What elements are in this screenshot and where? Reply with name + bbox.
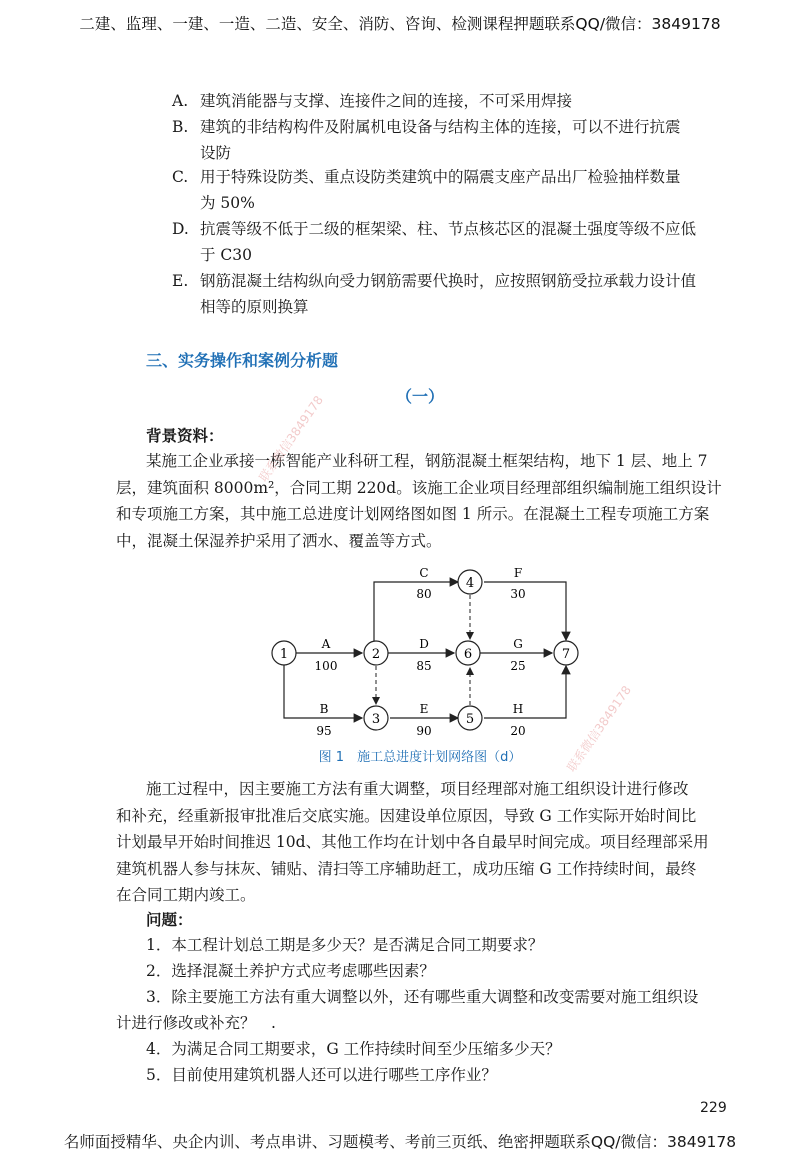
section-title: 三、实务操作和案例分析题	[146, 351, 339, 370]
node-label: 6	[463, 647, 473, 662]
activity-name-f: F	[513, 566, 523, 580]
option-label: A.	[172, 92, 189, 110]
node-4	[458, 570, 482, 594]
background-label: 背景资料：	[146, 427, 224, 445]
question-1: 1．本工程计划总工期是多少天？是否满足合同工期要求？	[146, 936, 544, 954]
node-label: 3	[371, 712, 381, 727]
activity-duration-g: 25	[510, 659, 526, 673]
activity-name-h: H	[512, 702, 524, 716]
node-5	[458, 706, 482, 730]
question-5: 5．目前使用建筑机器人还可以进行哪些工序作业？	[146, 1066, 497, 1084]
para-line: 计划最早开始时间推迟 10d、其他工作均在计划中各自最早时间完成。项目经理部采用	[116, 833, 709, 851]
activity-duration-e: 90	[416, 724, 432, 738]
option-text: 钢筋混凝土结构纵向受力钢筋需要代换时，应按照钢筋受拉承载力设计值	[200, 272, 697, 290]
option-text: 用于特殊设防类、重点设防类建筑中的隔震支座产品出厂检验抽样数量	[200, 168, 681, 186]
node-label: 7	[561, 647, 571, 662]
option-d	[172, 216, 752, 268]
option-b	[172, 114, 752, 166]
node-label: 5	[465, 712, 475, 727]
node-label: 2	[371, 647, 381, 662]
node-label: 4	[465, 576, 475, 591]
bottom-banner: 名师面授精华、央企内训、考点串讲、习题模考、考前三页纸、绝密押题联系QQ/微信：3849178	[63, 1133, 737, 1151]
arrow-h	[484, 666, 566, 718]
option-text-cont: 设防	[200, 144, 232, 162]
watermark: 联系微信3849178	[256, 393, 326, 485]
para-line: 和专项施工方案，其中施工总进度计划网络图如图 1 所示。在混凝土工程专项施工方案	[116, 505, 710, 523]
node-7	[554, 641, 578, 665]
para-line: 层，建筑面积 8000m²，合同工期 220d。该施工企业项目经理部组织编制施工组织设计	[116, 478, 722, 497]
figure-caption: 图 1 施工总进度计划网络图（d）	[318, 750, 522, 765]
option-text-cont: 为 50%	[200, 194, 255, 212]
activity-name-a: A	[321, 637, 331, 651]
option-c	[172, 164, 752, 216]
node-1	[272, 641, 296, 665]
option-label: D.	[172, 220, 189, 238]
para-line: 施工过程中，因主要施工方法有重大调整，项目经理部对施工组织设计进行修改	[146, 780, 689, 798]
option-text: 抗震等级不低于二级的框架梁、柱、节点核芯区的混凝土强度等级不应低	[200, 220, 697, 238]
para-line: 某施工企业承接一栋智能产业科研工程，钢筋混凝土框架结构，地下 1 层、地上 7	[146, 452, 708, 470]
top-banner: 二建、监理、一建、一造、二造、安全、消防、咨询、检测课程押题联系QQ/微信：3849178	[79, 15, 721, 33]
activity-duration-a: 100	[314, 659, 338, 673]
case-number: （一）	[395, 387, 444, 406]
activity-name-c: C	[419, 566, 429, 580]
para-line: 和补充，经重新报审批准后交底实施。因建设单位原因，导致 G 工作实际开始时间比	[116, 806, 697, 825]
network-diagram	[0, 560, 800, 760]
questions-label: 问题：	[146, 911, 193, 929]
activity-name-g: G	[513, 637, 523, 651]
node-6	[456, 641, 480, 665]
node-label: 1	[279, 647, 289, 662]
watermark: 联系微信3849178	[564, 683, 634, 775]
question-4: 4．为满足合同工期要求，G 工作持续时间至少压缩多少天？	[146, 1040, 561, 1058]
activity-duration-c: 80	[416, 587, 432, 601]
activity-duration-b: 95	[316, 724, 332, 738]
question-3-cont: 计进行修改或补充？ .	[116, 1014, 276, 1032]
option-text: 建筑的非结构构件及附属机电设备与结构主体的连接，可以不进行抗震	[200, 118, 681, 136]
page-number: 229	[700, 1100, 727, 1116]
activity-duration-f: 30	[510, 587, 526, 601]
activity-name-e: E	[419, 702, 429, 716]
background-paragraph-2	[116, 776, 748, 909]
option-a	[172, 88, 752, 114]
para-line: 建筑机器人参与抹灰、铺贴、清扫等工序辅助赶工，成功压缩 G 工作持续时间，最终	[116, 859, 697, 878]
option-label: B.	[172, 118, 189, 136]
option-text-cont: 于 C30	[200, 246, 253, 264]
option-label: E.	[172, 272, 189, 290]
option-e	[172, 268, 752, 320]
para-line: 在合同工期内竣工。	[116, 886, 256, 904]
option-label: C.	[172, 168, 189, 186]
activity-name-d: D	[419, 637, 429, 651]
question-3: 3．除主要施工方法有重大调整以外，还有哪些重大调整和改变需要对施工组织设	[146, 988, 699, 1006]
option-text: 建筑消能器与支撑、连接件之间的连接，不可采用焊接	[200, 92, 573, 110]
background-paragraph-1	[116, 448, 748, 554]
activity-name-b: B	[319, 702, 329, 716]
node-2	[364, 641, 388, 665]
node-3	[364, 706, 388, 730]
activity-duration-h: 20	[510, 724, 526, 738]
para-line: 中，混凝土保湿养护采用了洒水、覆盖等方式。	[116, 531, 442, 550]
option-text-cont: 相等的原则换算	[200, 298, 309, 316]
activity-duration-d: 85	[416, 659, 432, 673]
question-2: 2．选择混凝土养护方式应考虑哪些因素？	[146, 962, 435, 980]
